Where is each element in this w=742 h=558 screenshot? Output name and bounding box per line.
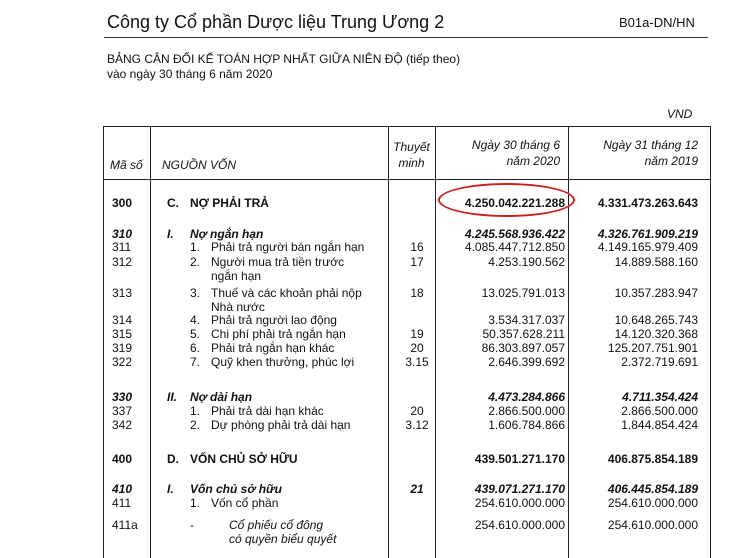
row-note: 3.12 <box>405 418 429 432</box>
row-item-number: 2. <box>190 418 201 432</box>
table-row <box>104 341 710 355</box>
row-label: Phải trả ngắn hạn khác <box>211 341 335 355</box>
row-code: 411a <box>112 518 138 532</box>
table-row-continuation <box>104 300 710 314</box>
row-value-2019: 4.711.354.424 <box>622 390 698 404</box>
row-label: Người mua trả tiền trước <box>211 255 345 269</box>
row-label: Cổ phiếu cổ đông <box>229 518 324 532</box>
row-code: 313 <box>112 286 133 300</box>
row-label: Nợ dài hạn <box>190 390 253 404</box>
table-row <box>104 496 710 510</box>
table-row <box>104 255 710 269</box>
row-note: 20 <box>410 341 424 355</box>
row-label: Nợ ngắn hạn <box>190 227 264 241</box>
table-row-continuation <box>104 532 710 546</box>
row-value-2020: 4.253.190.562 <box>488 255 565 269</box>
row-item-number: 3. <box>190 286 201 300</box>
row-label: NỢ PHẢI TRẢ <box>190 196 269 210</box>
row-value-2020: 439.071.271.170 <box>474 482 565 496</box>
row-code: 337 <box>112 404 133 418</box>
row-item-number: - <box>190 518 194 532</box>
row-label: Phải trả dài hạn khác <box>211 404 324 418</box>
row-note: 17 <box>410 255 424 269</box>
row-label: Quỹ khen thưởng, phúc lợi <box>211 355 355 369</box>
row-code: 300 <box>112 196 133 210</box>
row-item-number: 4. <box>190 313 201 327</box>
header-divider <box>104 179 710 180</box>
row-label: Phải trả người lao động <box>211 313 337 327</box>
row-label: Vốn cổ phần <box>211 496 279 510</box>
table-row <box>104 482 710 496</box>
table-row <box>104 404 710 418</box>
row-code: 310 <box>112 227 133 241</box>
row-code: 311 <box>112 240 132 254</box>
row-value-2020: 4.473.284.866 <box>488 390 565 404</box>
row-value-2020: 254.610.000.000 <box>474 518 565 532</box>
row-code: 411 <box>112 496 132 510</box>
table-row <box>104 240 710 254</box>
row-value-2019: 4.326.761.909.219 <box>597 227 698 241</box>
row-value-2019: 14.889.588.160 <box>614 255 698 269</box>
row-value-2019: 1.844.854.424 <box>621 418 698 432</box>
table-row <box>104 313 710 327</box>
row-label: VỐN CHỦ SỞ HỮU <box>190 452 298 466</box>
row-value-2020: 2.866.500.000 <box>488 404 565 418</box>
row-note: 21 <box>410 482 424 496</box>
row-value-2020: 2.646.399.692 <box>488 355 565 369</box>
row-value-2019: 10.357.283.947 <box>614 286 698 300</box>
row-item-number: 1. <box>190 404 201 418</box>
table-row <box>104 196 710 210</box>
row-value-2019: 14.120.320.368 <box>614 327 698 341</box>
currency-label: VND <box>667 107 693 121</box>
row-value-2020: 4.250.042.221.288 <box>464 196 565 210</box>
row-note: 18 <box>410 286 424 300</box>
row-item-number: 7. <box>190 355 201 369</box>
row-value-2020: 439.501.271.170 <box>474 452 565 466</box>
row-note: 20 <box>410 404 424 418</box>
row-item-number: 1. <box>190 240 201 254</box>
table-row <box>104 327 710 341</box>
row-value-2019: 406.875.854.189 <box>607 452 698 466</box>
row-section-marker: C. <box>167 196 179 210</box>
row-value-2019: 4.149.165.979.409 <box>597 240 698 254</box>
row-value-2020: 13.025.791.013 <box>481 286 565 300</box>
company-name: Công ty Cổ phần Dược liệu Trung Ương 2 <box>107 12 445 32</box>
table-row <box>104 355 710 369</box>
row-label: Chi phí phải trả ngắn hạn <box>211 327 346 341</box>
row-value-2019: 406.445.854.189 <box>607 482 698 496</box>
row-value-2019: 125.207.751.901 <box>607 341 698 355</box>
table-row <box>104 418 710 432</box>
row-value-2019: 254.610.000.000 <box>607 496 698 510</box>
table-row <box>104 286 710 300</box>
table-row-continuation <box>104 269 710 283</box>
row-code: 400 <box>112 452 133 466</box>
row-section-marker: D. <box>167 452 179 466</box>
balance-sheet-table <box>103 126 711 558</box>
row-label-continuation: có quyền biểu quyết <box>229 532 337 546</box>
row-value-2020: 4.085.447.712.850 <box>464 240 565 254</box>
report-date: vào ngày 30 tháng 6 năm 2020 <box>107 67 273 81</box>
report-title: BẢNG CÂN ĐỐI KẾ TOÁN HỢP NHẤT GIỮA NIÊN ĐỘ (tiếp theo) <box>107 52 461 66</box>
row-label-continuation: ngắn hạn <box>211 269 262 283</box>
row-code: 322 <box>112 355 133 369</box>
row-value-2020: 86.303.897.057 <box>481 341 565 355</box>
col-header-note: Thuyết minh <box>393 140 430 170</box>
row-value-2020: 4.245.568.936.422 <box>464 227 565 241</box>
header-rule <box>104 37 708 38</box>
row-note: 3.15 <box>405 355 429 369</box>
row-value-2019: 254.610.000.000 <box>607 518 698 532</box>
row-item-number: 5. <box>190 327 201 341</box>
row-item-number: 6. <box>190 341 201 355</box>
table-row <box>104 518 710 532</box>
row-code: 319 <box>112 341 133 355</box>
col-header-date2: Ngày 31 tháng 12 năm 2019 <box>603 138 698 168</box>
row-value-2019: 4.331.473.263.643 <box>597 196 698 210</box>
row-value-2020: 254.610.000.000 <box>474 496 565 510</box>
row-code: 410 <box>112 482 133 496</box>
row-section-marker: II. <box>167 390 178 404</box>
row-code: 342 <box>112 418 133 432</box>
highlight-circle <box>438 183 575 217</box>
row-code: 315 <box>112 327 133 341</box>
col-header-code: Mã số <box>110 158 143 172</box>
row-value-2020: 50.357.628.211 <box>482 327 565 341</box>
row-item-number: 1. <box>190 496 201 510</box>
table-row <box>104 227 710 241</box>
form-code: B01a-DN/HN <box>619 15 695 30</box>
table-row <box>104 390 710 404</box>
row-label: Dự phòng phải trả dài hạn <box>211 418 351 432</box>
row-label: Vốn chủ sở hữu <box>190 482 282 496</box>
row-code: 312 <box>112 255 133 269</box>
row-item-number: 2. <box>190 255 201 269</box>
row-code: 314 <box>112 313 133 327</box>
row-value-2020: 3.534.317.037 <box>488 313 565 327</box>
row-value-2020: 1.606.784.866 <box>488 418 565 432</box>
row-value-2019: 10.648.265.743 <box>614 313 698 327</box>
table-row <box>104 452 710 466</box>
row-label-continuation: Nhà nước <box>211 300 265 314</box>
row-note: 19 <box>410 327 424 341</box>
row-code: 330 <box>112 390 133 404</box>
row-value-2019: 2.866.500.000 <box>621 404 698 418</box>
row-section-marker: I. <box>167 227 174 241</box>
row-value-2019: 2.372.719.691 <box>621 355 698 369</box>
row-section-marker: I. <box>167 482 174 496</box>
col-header-source: NGUỒN VỐN <box>162 158 237 172</box>
row-label: Thuế và các khoản phải nộp <box>211 286 362 300</box>
row-note: 16 <box>410 240 424 254</box>
row-label: Phải trả người bán ngắn hạn <box>211 240 365 254</box>
col-header-date1: Ngày 30 tháng 6 năm 2020 <box>471 138 560 168</box>
